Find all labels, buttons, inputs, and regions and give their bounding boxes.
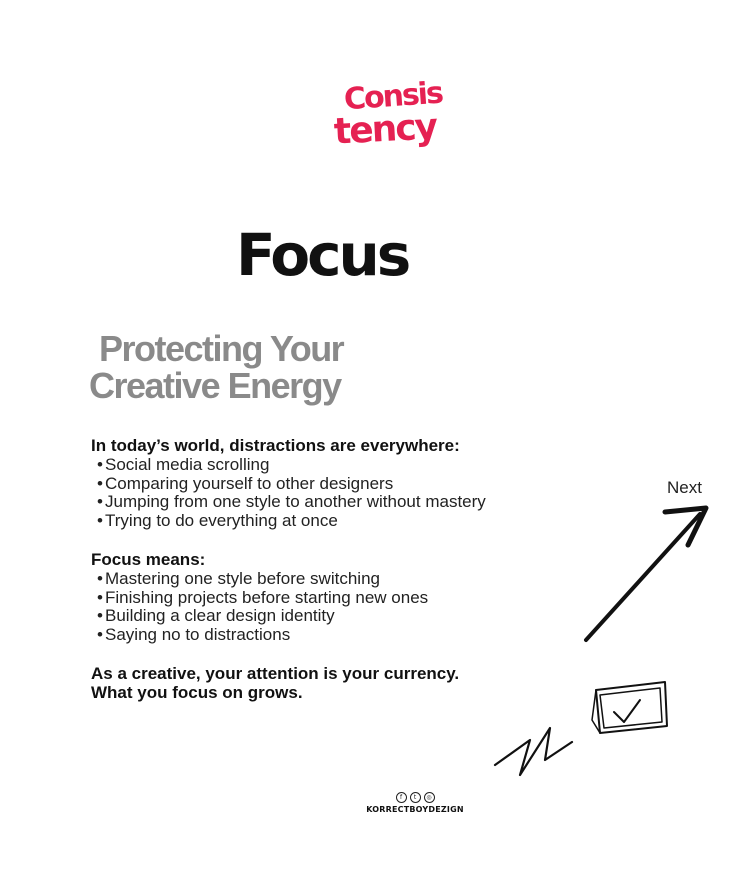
twitter-icon[interactable]: t [410, 792, 421, 803]
subtitle-line-1: Protecting Your [99, 328, 344, 369]
list-item: • Jumping from one style to another without mastery [97, 492, 486, 511]
social-icons [360, 792, 470, 803]
list-item: • Trying to do everything at once [97, 510, 338, 530]
section-1-heading: In today’s world, distractions are everywhere: [91, 436, 460, 455]
checkbox-sketch-icon [592, 682, 667, 733]
next-label[interactable]: Next [667, 478, 702, 497]
list-item: • Comparing yourself to other designers [97, 473, 394, 493]
next-arrow-icon[interactable] [586, 508, 706, 640]
brand-handle: KORRECTBOYDEZIGN [366, 805, 464, 814]
logo-line-2: tency [332, 106, 438, 153]
closing-line-2: What you focus on grows. [91, 683, 303, 702]
list-item: • Saying no to distractions [97, 624, 291, 644]
page-title: Focus [236, 221, 409, 289]
footer [360, 792, 470, 814]
list-item: • Building a clear design identity [97, 606, 335, 625]
closing-line-1: As a creative, your attention is your currency. [91, 664, 460, 683]
logo-line-1: Consis [342, 75, 444, 118]
subtitle-line-2: Creative Energy [89, 365, 341, 406]
facebook-icon[interactable]: f [396, 792, 407, 803]
list-item: • Mastering one style before switching [97, 569, 380, 588]
list-item: • Finishing projects before starting new ones [97, 587, 429, 607]
squiggle-icon [495, 728, 572, 775]
section-2-heading: Focus means: [91, 550, 206, 569]
instagram-icon[interactable]: ◎ [424, 792, 435, 803]
list-item: • Social media scrolling [97, 455, 270, 474]
